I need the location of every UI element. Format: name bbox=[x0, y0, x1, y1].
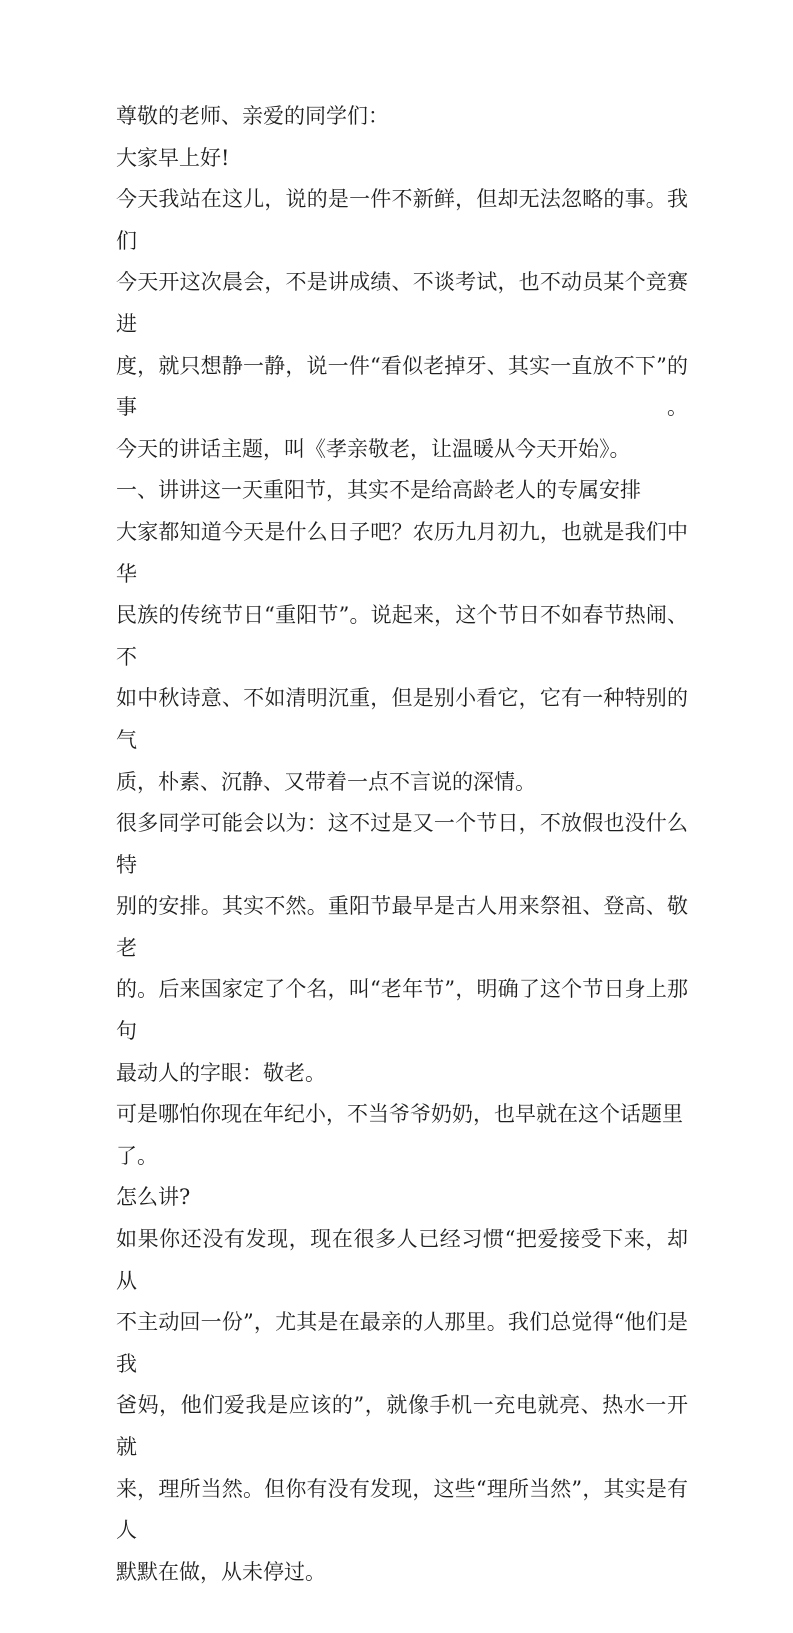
paragraph bbox=[116, 512, 688, 803]
text-line: 今天开这次晨会，不是讲成绩、不谈考试，也不动员某个竞赛进 bbox=[116, 270, 688, 336]
text-line: 最动人的字眼：敬老。 bbox=[116, 1060, 326, 1085]
text-line: 可是哪怕你现在年纪小，不当爷爷奶奶，也早就在这个话题里了。 bbox=[116, 1102, 683, 1168]
paragraph bbox=[116, 179, 688, 470]
text-line: 今天的讲话主题，叫《孝亲敬老，让温暖从今天开始》。 bbox=[116, 436, 631, 461]
paragraph bbox=[116, 1219, 688, 1593]
text-line: 尊敬的老师、亲爱的同学们： bbox=[116, 104, 389, 128]
text-line: 民族的传统节日“重阳节”。说起来，这个节日不如春节热闹、不 bbox=[116, 603, 688, 669]
section-heading bbox=[116, 470, 688, 512]
text-line: 一、讲讲这一天重阳节，其实不是给高龄老人的专属安排 bbox=[116, 478, 641, 503]
text-line: 怎么讲? bbox=[116, 1185, 191, 1210]
paragraph bbox=[116, 1094, 688, 1177]
text-line: 大家都知道今天是什么日子吧？农历九月初九，也就是我们中华 bbox=[116, 519, 688, 586]
paragraph bbox=[116, 138, 688, 180]
text-line: 的。后来国家定了个名，叫“老年节”，明确了这个节日身上那句 bbox=[116, 977, 688, 1044]
text-line: 质，朴素、沉静、又带着一点不言说的深情。 bbox=[116, 769, 536, 794]
text-line: 别的安排。其实不然。重阳节最早是古人用来祭祖、登高、敬老 bbox=[116, 894, 688, 960]
text-line: 不主动回一份”，尤其是在最亲的人那里。我们总觉得“他们是我 bbox=[116, 1310, 688, 1376]
text-line: 大家早上好! bbox=[116, 145, 230, 170]
paragraph bbox=[116, 1177, 688, 1219]
text-line: 如中秋诗意、不如清明沉重，但是别小看它，它有一种特别的气 bbox=[116, 686, 688, 752]
document-page bbox=[116, 0, 688, 1633]
text-line: 爸妈，他们爱我是应该的”，就像手机一充电就亮、热水一开就 bbox=[116, 1393, 688, 1459]
paragraph bbox=[116, 96, 688, 138]
text-line: 度，就只想静一静，说一件“看似老掉牙、其实一直放不下”的事。 bbox=[116, 353, 688, 420]
text-line: 默默在做，从未停过。 bbox=[116, 1559, 326, 1584]
text-line: 今天我站在这儿，说的是一件不新鲜，但却无法忽略的事。我们 bbox=[116, 187, 688, 253]
text-line: 很多同学可能会以为：这不过是又一个节日，不放假也没什么特 bbox=[116, 811, 688, 877]
text-line: 来，理所当然。但你有没有发现，这些“理所当然”，其实是有人 bbox=[116, 1476, 688, 1543]
text-line: 如果你还没有发现，现在很多人已经习惯“把爱接受下来，却从 bbox=[116, 1227, 688, 1293]
paragraph bbox=[116, 803, 688, 1094]
